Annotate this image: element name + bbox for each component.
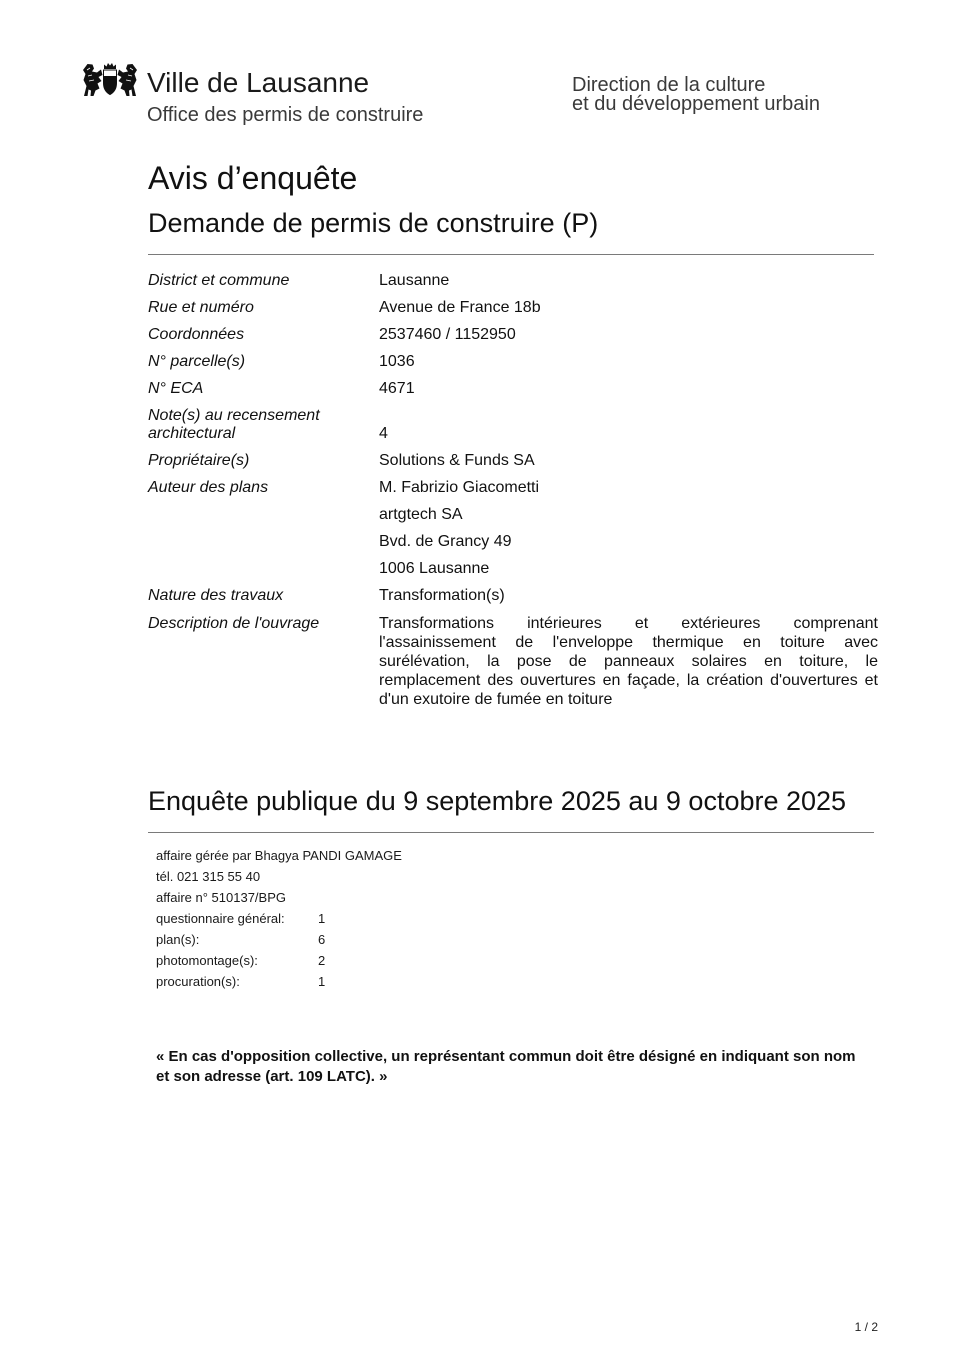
detail-value: 2537460 / 1152950 bbox=[379, 326, 516, 343]
detail-row-plan-author bbox=[148, 474, 878, 582]
direction-line-2: et du développement urbain bbox=[572, 93, 820, 115]
page-number: 1 / 2 bbox=[854, 1320, 878, 1334]
direction-name bbox=[572, 76, 820, 114]
document-count: 6 bbox=[318, 932, 326, 947]
document-label: questionnaire général: bbox=[156, 911, 285, 926]
detail-row-street bbox=[148, 294, 878, 321]
dossier-reference: affaire n° 510137/BPG bbox=[156, 890, 286, 905]
page-subtitle: Demande de permis de construire (P) bbox=[148, 208, 599, 238]
author-company: artgtech SA bbox=[379, 506, 463, 523]
direction-line-1: Direction de la culture bbox=[572, 74, 766, 96]
detail-label: Rue et numéro bbox=[148, 299, 254, 316]
lausanne-coat-of-arms-icon bbox=[80, 61, 140, 97]
office-name: Office des permis de construire bbox=[147, 104, 424, 126]
detail-row-parcel bbox=[148, 348, 878, 375]
document-count: 2 bbox=[318, 953, 326, 968]
detail-row-district bbox=[148, 267, 878, 294]
detail-row-description bbox=[148, 609, 878, 709]
dossier-phone: tél. 021 315 55 40 bbox=[156, 869, 261, 884]
detail-value: Transformation(s) bbox=[379, 587, 505, 604]
inquiry-period-title: Enquête publique du 9 septembre 2025 au 9 octobre 2025 bbox=[148, 786, 847, 816]
document-label: photomontage(s): bbox=[156, 953, 258, 968]
detail-label: N° parcelle(s) bbox=[148, 353, 246, 370]
detail-label: Propriétaire(s) bbox=[148, 452, 250, 469]
inquiry-divider bbox=[148, 832, 874, 833]
detail-label: Auteur des plans bbox=[148, 479, 269, 496]
detail-value: Lausanne bbox=[379, 272, 450, 289]
author-city: 1006 Lausanne bbox=[379, 560, 490, 577]
author-name: M. Fabrizio Giacometti bbox=[379, 479, 540, 496]
detail-value: Avenue de France 18b bbox=[379, 299, 541, 316]
document-row bbox=[156, 950, 556, 971]
document-row bbox=[156, 971, 556, 992]
detail-row-work-type bbox=[148, 582, 878, 609]
detail-label: N° ECA bbox=[148, 380, 204, 397]
dossier-info bbox=[156, 845, 556, 992]
dossier-manager: affaire gérée par Bhagya PANDI GAMAGE bbox=[156, 848, 402, 863]
document-count: 1 bbox=[318, 974, 326, 989]
detail-value: Transformations intérieures et extérieures comprenant l'assainissement de l'enveloppe thermique en toiture avec surélévation, la pose de panneaux solaires en toiture, le remplacement des ouvertures en façade, la création d'ouvertures et d'un exutoire de fumée en toiture bbox=[379, 615, 878, 708]
document-row bbox=[156, 929, 556, 950]
detail-label: District et commune bbox=[148, 272, 290, 289]
detail-label: Nature des travaux bbox=[148, 587, 284, 604]
detail-row-census-note bbox=[148, 402, 878, 447]
detail-row-eca bbox=[148, 375, 878, 402]
page-title: Avis d’enquête bbox=[148, 160, 358, 196]
detail-label: Description de l'ouvrage bbox=[148, 615, 320, 632]
detail-value: 4671 bbox=[379, 380, 415, 397]
detail-row-owner bbox=[148, 447, 878, 474]
detail-value: 4 bbox=[379, 424, 388, 442]
opposition-notice: « En cas d'opposition collective, un représentant commun doit être désigné en indiquant son nom et son adresse (art. 109 LATC). » bbox=[156, 1048, 856, 1085]
author-street: Bvd. de Grancy 49 bbox=[379, 533, 512, 550]
document-label: procuration(s): bbox=[156, 974, 240, 989]
detail-value: 1036 bbox=[379, 353, 415, 370]
detail-value bbox=[379, 474, 878, 582]
details-table bbox=[148, 267, 878, 709]
document-row bbox=[156, 908, 556, 929]
document-count: 1 bbox=[318, 911, 326, 926]
detail-row-coordinates bbox=[148, 321, 878, 348]
detail-label: Note(s) au recensement architectural bbox=[148, 406, 320, 442]
title-divider bbox=[148, 254, 874, 255]
detail-value: Solutions & Funds SA bbox=[379, 452, 535, 469]
document-label: plan(s): bbox=[156, 932, 200, 947]
city-name: Ville de Lausanne bbox=[147, 67, 370, 98]
detail-label: Coordonnées bbox=[148, 326, 245, 343]
